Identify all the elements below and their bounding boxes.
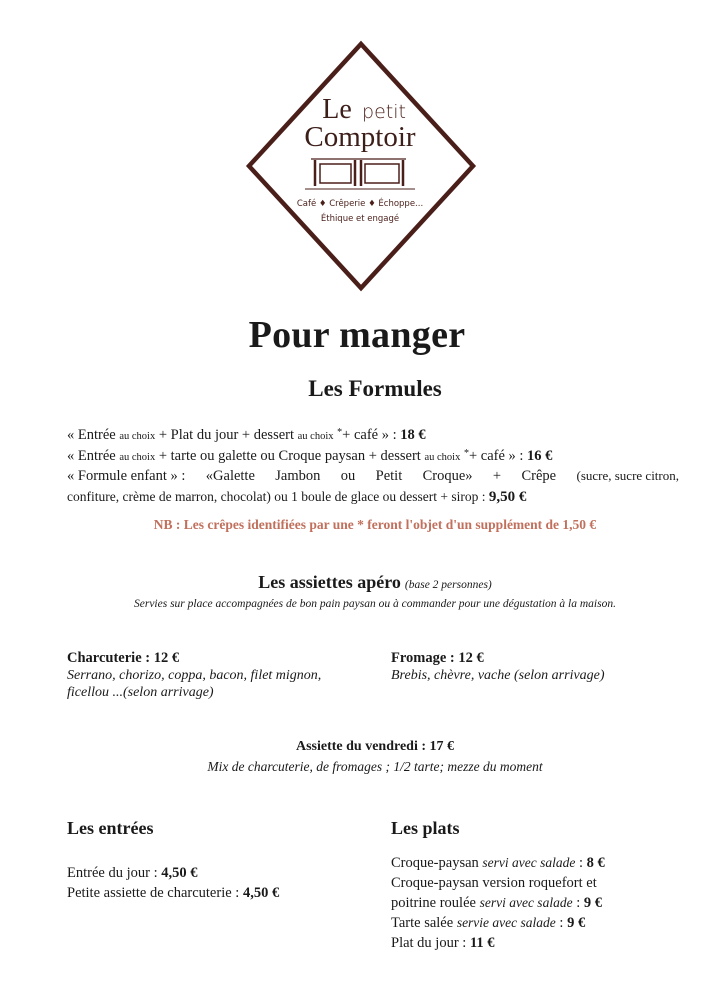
apero-vendredi bbox=[0, 737, 714, 777]
page-title: Pour manger bbox=[248, 314, 466, 356]
apero-charcuterie bbox=[67, 650, 321, 701]
formule-price: 9,50 € bbox=[488, 489, 527, 505]
diamond-logo-icon bbox=[243, 40, 479, 292]
formule-text: + tarte ou galette ou Croque paysan + dessert bbox=[158, 448, 421, 464]
apero-heading: Les assiettes apéro (base 2 personnes) bbox=[258, 572, 492, 592]
list-item: Entrée du jour : 4,50 € bbox=[67, 865, 198, 881]
formule-16 bbox=[67, 448, 552, 465]
au-choix: au choix bbox=[119, 431, 156, 442]
asterisk: * bbox=[337, 427, 343, 438]
item-desc: ficellou ...(selon arrivage) bbox=[67, 685, 214, 700]
formule-price: 16 € bbox=[527, 448, 553, 464]
formule-text: « Entrée bbox=[67, 448, 116, 464]
list-item: Plat du jour : 11 € bbox=[391, 935, 495, 951]
list-item: Croque-paysan servi avec salade : 8 € bbox=[391, 855, 605, 871]
list-item: Petite assiette de charcuterie : 4,50 € bbox=[67, 885, 280, 901]
logo-tagline-1: Café ♦ Crêperie ♦ Échoppe... bbox=[296, 199, 424, 209]
formule-text: « Entrée bbox=[67, 427, 116, 443]
item-desc: Brebis, chèvre, vache (selon arrivage) bbox=[391, 668, 605, 683]
apero-note: (base 2 personnes) bbox=[404, 579, 492, 591]
plats-list bbox=[391, 853, 605, 953]
list-item: Croque-paysan version roquefort et poitrine roulée servi avec salade : 9 € bbox=[391, 875, 602, 911]
formule-price: 18 € bbox=[400, 427, 426, 443]
restaurant-logo bbox=[243, 40, 479, 292]
formule-text: + café » : bbox=[342, 427, 397, 443]
entrees-heading: Les entrées bbox=[67, 818, 154, 838]
nb-supplement-note: NB : Les crêpes identifiées par une * feront l'objet d'un supplément de 1,50 € bbox=[153, 517, 597, 532]
apero-subtitle: Servies sur place accompagnées de bon pain paysan ou à commander pour une dégustation à la maison. bbox=[134, 598, 616, 610]
formule-18 bbox=[67, 427, 426, 444]
logo-le: Le bbox=[322, 94, 352, 125]
formule-text: + Plat du jour + dessert bbox=[158, 427, 295, 443]
au-choix: au choix bbox=[119, 452, 156, 463]
item-title: Charcuterie : 12 € bbox=[67, 650, 180, 666]
plats-heading: Les plats bbox=[391, 818, 460, 838]
au-choix: au choix bbox=[297, 431, 334, 442]
formule-enfant-line2: confiture, crème de marron, chocolat) ou 1 boule de glace ou dessert + sirop : 9,50 € bbox=[67, 489, 527, 505]
logo-petit: petit bbox=[362, 101, 406, 123]
logo-tagline-2: Éthique et engagé bbox=[320, 214, 400, 224]
formule-enfant-line1: « Formule enfant » : «Galette Jambon ou Petit Croque» + Crêpe (sucre, sucre citron, bbox=[67, 468, 679, 484]
au-choix: au choix bbox=[424, 452, 461, 463]
item-title: Fromage : 12 € bbox=[391, 650, 484, 666]
apero-fromage bbox=[391, 650, 605, 684]
logo-comptoir: Comptoir bbox=[304, 121, 416, 153]
formules-heading: Les Formules bbox=[308, 376, 442, 401]
item-title: Assiette du vendredi : 17 € bbox=[295, 739, 455, 754]
formule-text: + café » : bbox=[468, 448, 524, 464]
entrees-list bbox=[67, 863, 279, 903]
list-item: Tarte salée servie avec salade : 9 € bbox=[391, 915, 586, 931]
item-desc: Mix de charcuterie, de fromages ; 1/2 tarte; mezze du moment bbox=[207, 759, 543, 774]
item-desc: Serrano, chorizo, coppa, bacon, filet mignon, bbox=[67, 668, 322, 683]
formule-enfant-label: « Formule enfant » : bbox=[67, 468, 186, 484]
asterisk: * bbox=[463, 448, 469, 459]
